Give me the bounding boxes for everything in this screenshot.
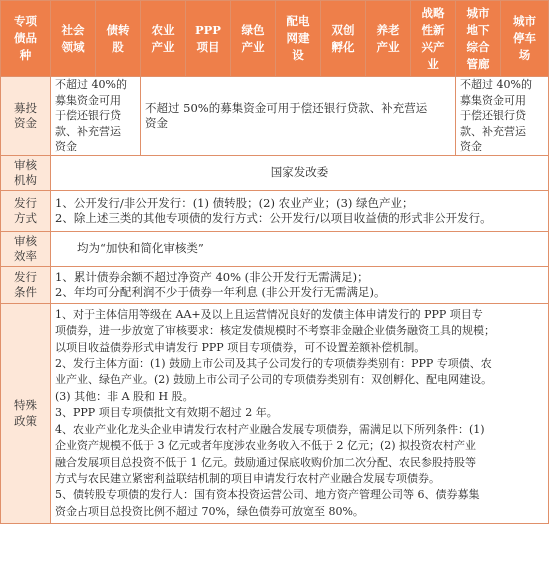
- policy-line: 2、发行主体方面：(1) 鼓励上市公司及其子公司发行的专项债券类别有：PPP 专项债、农: [55, 357, 492, 371]
- header-cell-social: 社会 领域: [51, 1, 96, 77]
- row-special-policy: [1, 304, 549, 524]
- issuance-method-line: 2、除上述三类的其他专项债的发行方式：公开发行/以项目收益债的形式非公开发行。: [55, 211, 492, 225]
- cell-issuance-method: [51, 191, 549, 232]
- policy-line: 3、PPP 项目专项债批文有效期不超过 2 年。: [55, 406, 278, 420]
- cell-review-efficiency: 均为“加快和简化审核类”: [51, 232, 549, 267]
- row-label-issuance-method: 发行 方式: [1, 191, 51, 232]
- header-cell-green: 绿色 产业: [231, 1, 276, 77]
- row-review-agency: [1, 156, 549, 191]
- header-cell-bond-type: 专项 债品 种: [1, 1, 51, 77]
- issuance-method-line: 1、公开发行/非公开发行：(1) 债转股；(2) 农业产业；(3) 绿色产业；: [55, 195, 414, 210]
- row-issuance-conditions: [1, 267, 549, 304]
- policy-line: 资金占项目总投资比例不超过 70%，绿色债券可放宽至 80%。: [55, 504, 364, 518]
- header-cell-incubation: 双创 孵化: [321, 1, 366, 77]
- header-cell-ppp: PPP 项目: [186, 1, 231, 77]
- header-cell-strategic: 战略 性新 兴产 业: [411, 1, 456, 77]
- policy-line: 1、对于主体信用等级在 AA+及以上且运营情况良好的发债主体申请发行的 PPP 项目专: [55, 307, 483, 321]
- header-cell-agriculture: 农业 产业: [141, 1, 186, 77]
- cell-fundraising-middle: 不超过 50%的募集资金可用于偿还银行贷款、补充营运 资金: [141, 77, 456, 156]
- policy-line: 融合发展项目总投资不低于 1 亿元。鼓励通过保底收购价加二次分配、农民参股持股等: [55, 455, 476, 469]
- row-review-efficiency: [1, 232, 549, 267]
- row-label-issuance-conditions: 发行 条件: [1, 267, 51, 304]
- cell-fundraising-left: 不超过 40%的 募集资金可用 于偿还银行贷 款、补充营运 资金: [51, 77, 141, 156]
- row-label-fundraising: 募投 资金: [1, 77, 51, 156]
- policy-line: 业产业、绿色产业。(2) 鼓励上市公司子公司的专项债券类别有：双创孵化、配电网建设。: [55, 373, 493, 387]
- policy-line: 4、农业产业化龙头企业申请发行农村产业融合发展专项债券，需满足以下所列条件：(1): [55, 422, 485, 436]
- policy-line: 企业资产规模不低于 3 亿元或者年度涉农业务收入不低于 2 亿元；(2) 拟投资农村产业: [55, 439, 477, 453]
- row-issuance-method: [1, 191, 549, 232]
- policy-line: 5、债转股专项债的发行人：国有资本投资运营公司、地方资产管理公司等 6、债券募集: [55, 488, 480, 502]
- issuance-condition-line: 2、年均可分配利润不少于债券一年利息 (非公开发行无需满足)。: [55, 285, 386, 299]
- row-label-review-efficiency: 审核 效率: [1, 232, 51, 267]
- issuance-condition-line: 1、累计债券余额不超过净资产 40% (非公开发行无需满足)；: [55, 269, 369, 284]
- header-cell-elderly-care: 养老 产业: [366, 1, 411, 77]
- cell-fundraising-right: 不超过 40%的 募集资金可用 于偿还银行贷 款、补充营运 资金: [456, 77, 549, 156]
- cell-review-agency: 国家发改委: [51, 156, 549, 191]
- cell-special-policy: [51, 304, 549, 524]
- row-label-review-agency: 审核 机构: [1, 156, 51, 191]
- row-label-special-policy: 特殊 政策: [1, 304, 51, 524]
- row-fundraising: [1, 77, 549, 156]
- header-cell-utility-tunnel: 城市 地下 综合 管廊: [456, 1, 501, 77]
- policy-line: 项债券，进一步放宽了审核要求：核定发债规模时不考察非金融企业债务融资工具的规模；: [55, 324, 495, 338]
- policy-line: (3) 其他：非 A 股和 H 股。: [55, 389, 194, 403]
- header-cell-debt-equity: 债转 股: [96, 1, 141, 77]
- policy-line: 方式与农民建立紧密利益联结机制的项目申请发行农村产业融合发展专项债券。: [55, 471, 440, 485]
- header-row: [1, 1, 549, 77]
- header-cell-parking: 城市 停车 场: [501, 1, 549, 77]
- cell-issuance-conditions: [51, 267, 549, 304]
- header-cell-distribution-grid: 配电 网建 设: [276, 1, 321, 77]
- policy-line: 以项目收益债券形式申请发行 PPP 项目专项债券，可不设置差额补偿机制。: [55, 340, 426, 354]
